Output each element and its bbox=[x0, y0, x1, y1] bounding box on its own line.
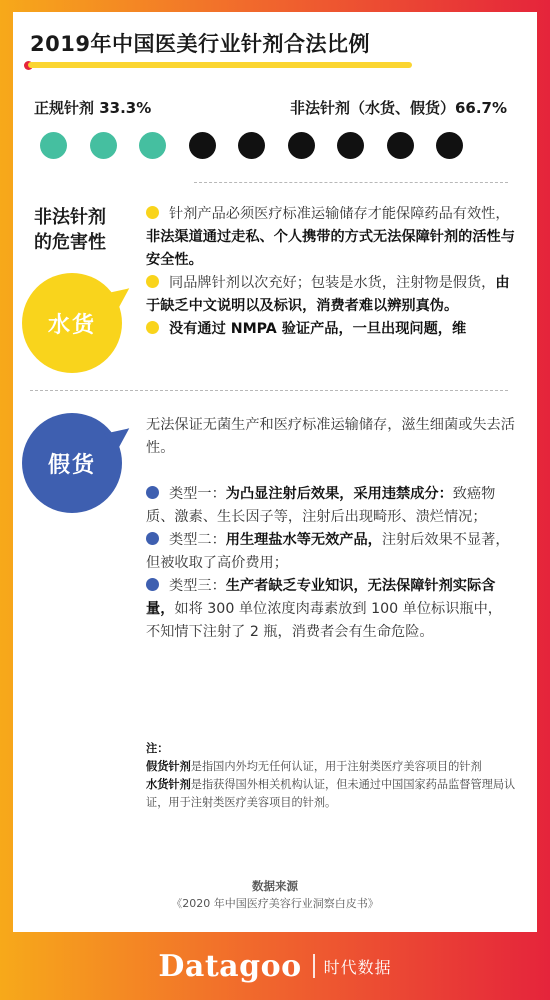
legal-dot bbox=[139, 132, 166, 159]
brand-logo: Datagoo bbox=[158, 948, 302, 984]
fake-definition: 是指国内外均无任何认证，用于注射类医疗美容项目的针剂 bbox=[190, 760, 482, 773]
blue-bullet-icon bbox=[146, 486, 159, 499]
data-source-label: 数据来源 bbox=[252, 879, 298, 893]
brand-divider bbox=[313, 954, 315, 978]
illegal-dot bbox=[288, 132, 315, 159]
list-item: 针剂产品必须医疗标准运输储存才能保障药品有效性，非法渠道通过走私、个人携带的方式无法保障针剂的活性与安全性。 bbox=[146, 206, 515, 268]
legal-stat-label: 正规针剂 33.3% bbox=[34, 99, 152, 117]
illegal-dot bbox=[189, 132, 216, 159]
harm-title-line1: 非法针剂 bbox=[34, 207, 106, 228]
data-source-name: 《2020 年中国医疗美容行业洞察白皮书》 bbox=[171, 897, 379, 910]
list-item: 类型一：为凸显注射后效果，采用违禁成分：致癌物质、激素、生长因子等，注射后出现畸形、溃烂情况； bbox=[146, 486, 496, 525]
illegal-stat-label: 非法针剂（水货、假货）66.7% bbox=[289, 99, 507, 117]
fake-goods-intro: 无法保证无菌生产和医疗标准运输储存，滋生细菌或失去活性。 bbox=[146, 417, 515, 456]
yellow-bullet-icon bbox=[146, 275, 159, 288]
illegal-dot bbox=[238, 132, 265, 159]
illegal-dot bbox=[387, 132, 414, 159]
illegal-dot bbox=[337, 132, 364, 159]
fake-goods-badge bbox=[22, 413, 122, 513]
water-goods-badge bbox=[22, 273, 122, 373]
harm-section-title bbox=[34, 205, 106, 255]
yellow-bullet-icon bbox=[146, 206, 159, 219]
proportion-dot-row bbox=[40, 132, 510, 162]
water-term: 水货针剂 bbox=[146, 778, 191, 791]
footer-brand-bar bbox=[0, 932, 550, 1000]
footnotes bbox=[146, 740, 516, 812]
notes-heading: 注： bbox=[146, 742, 169, 755]
water-definition: 是指获得国外相关机构认证，但未通过中国国家药品监督管理局认证，用于注射类医疗美容项目的针剂。 bbox=[146, 778, 516, 809]
list-item: 类型二：用生理盐水等无效产品，注射后效果不显著，但被收取了高价费用； bbox=[146, 532, 510, 571]
title-underline bbox=[28, 62, 412, 68]
list-item: 类型三：生产者缺乏专业知识，无法保障针剂实际含量，如将 300 单位浓度肉毒素放到 100 单位标识瓶中，不知情下注射了 2 瓶，消费者会有生命危险。 bbox=[146, 578, 502, 640]
section-divider bbox=[194, 182, 508, 183]
brand-cn-name: 时代数据 bbox=[323, 957, 392, 977]
fake-term: 假货针剂 bbox=[146, 760, 191, 773]
water-goods-list bbox=[146, 203, 516, 341]
water-goods-badge-label: 水货 bbox=[47, 312, 96, 338]
harm-title-line2: 的危害性 bbox=[34, 232, 106, 253]
section-divider bbox=[30, 390, 508, 391]
legal-dot bbox=[90, 132, 117, 159]
illegal-dot bbox=[436, 132, 463, 159]
blue-bullet-icon bbox=[146, 532, 159, 545]
fake-goods-list bbox=[146, 414, 516, 644]
page-title: 2019年中国医美行业针剂合法比例 bbox=[30, 32, 370, 56]
yellow-bullet-icon bbox=[146, 321, 159, 334]
fake-goods-badge-label: 假货 bbox=[47, 452, 96, 478]
legal-dot bbox=[40, 132, 67, 159]
list-item: 没有通过 NMPA 验证产品，一旦出现问题，维 bbox=[146, 318, 516, 341]
blue-bullet-icon bbox=[146, 578, 159, 591]
list-item: 同品牌针剂以次充好；包装是水货，注射物是假货，由于缺乏中文说明以及标识，消费者难以辨别真伪。 bbox=[146, 275, 510, 314]
